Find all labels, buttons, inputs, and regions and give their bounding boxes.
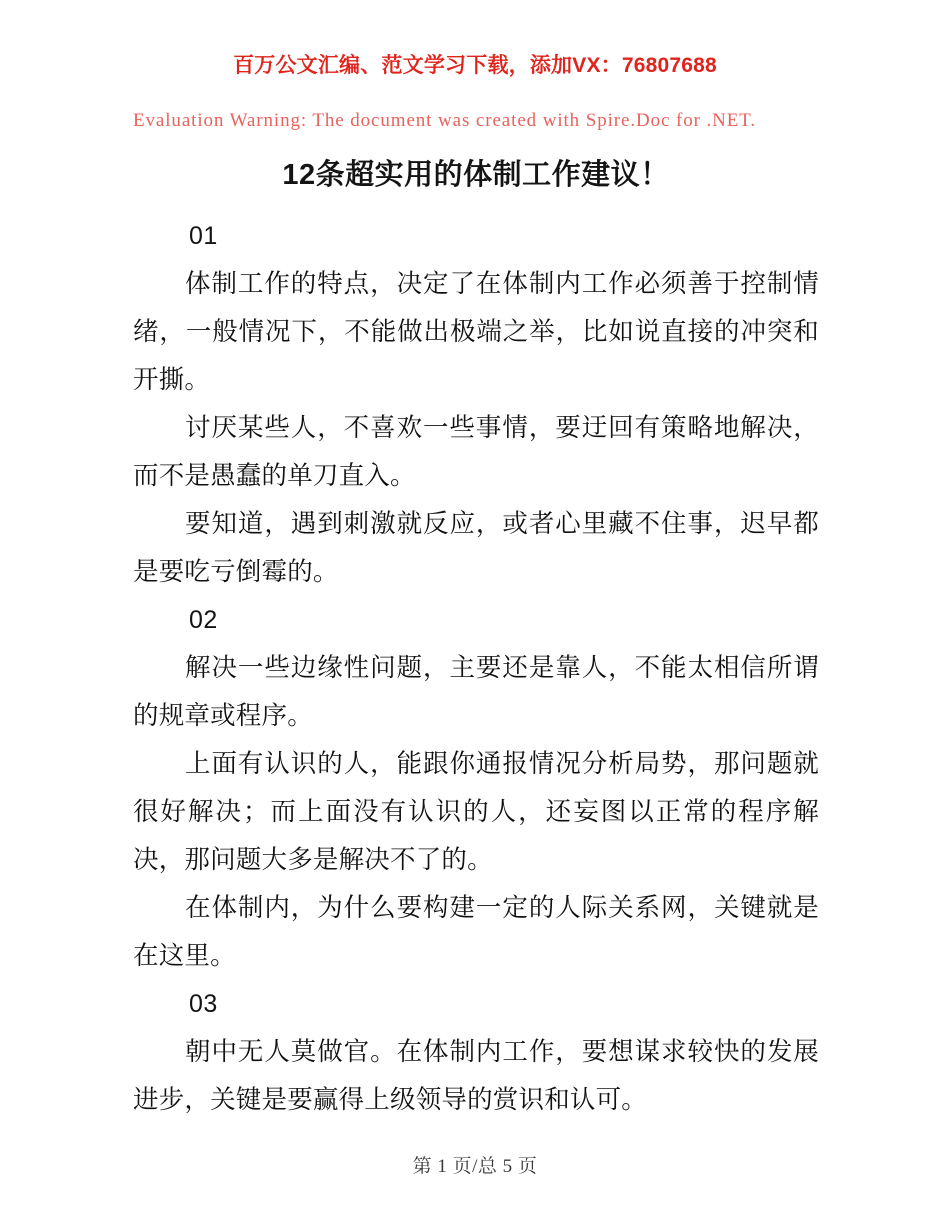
body-paragraph: 朝中无人莫做官。在体制内工作，要想谋求较快的发展进步，关键是要赢得上级领导的赏识和认可。 <box>133 1038 819 1114</box>
section-number: 01 <box>189 222 218 250</box>
body-paragraph: 体制工作的特点，决定了在体制内工作必须善于控制情绪，一般情况下，不能做出极端之举，比如说直接的冲突和开撕。 <box>133 270 819 394</box>
section-number: 03 <box>189 990 218 1018</box>
body-paragraph: 要知道，遇到刺激就反应，或者心里藏不住事，迟早都是要吃亏倒霉的。 <box>133 510 819 586</box>
document-blocks <box>133 212 819 1124</box>
document-body <box>133 152 819 1124</box>
body-paragraph: 上面有认识的人，能跟你通报情况分析局势，那问题就很好解决；而上面没有认识的人，还妄图以正常的程序解决，那问题大多是解决不了的。 <box>133 750 819 874</box>
body-paragraph: 在体制内，为什么要构建一定的人际关系网，关键就是在这里。 <box>133 894 819 970</box>
evaluation-warning-text: Evaluation Warning: The document was created with Spire.Doc for .NET. <box>133 110 757 131</box>
body-paragraph: 讨厌某些人，不喜欢一些事情，要迂回有策略地解决，而不是愚蠢的单刀直入。 <box>133 414 819 490</box>
promo-header-text: 百万公文汇编、范文学习下载，添加VX：76807688 <box>233 54 717 77</box>
body-paragraph: 解决一些边缘性问题，主要还是靠人，不能太相信所谓的规章或程序。 <box>133 654 819 730</box>
section-number: 02 <box>189 606 218 634</box>
page-number-footer: 第 1 页/总 5 页 <box>412 1156 538 1177</box>
page-title: 12条超实用的体制工作建议！ <box>282 159 670 191</box>
